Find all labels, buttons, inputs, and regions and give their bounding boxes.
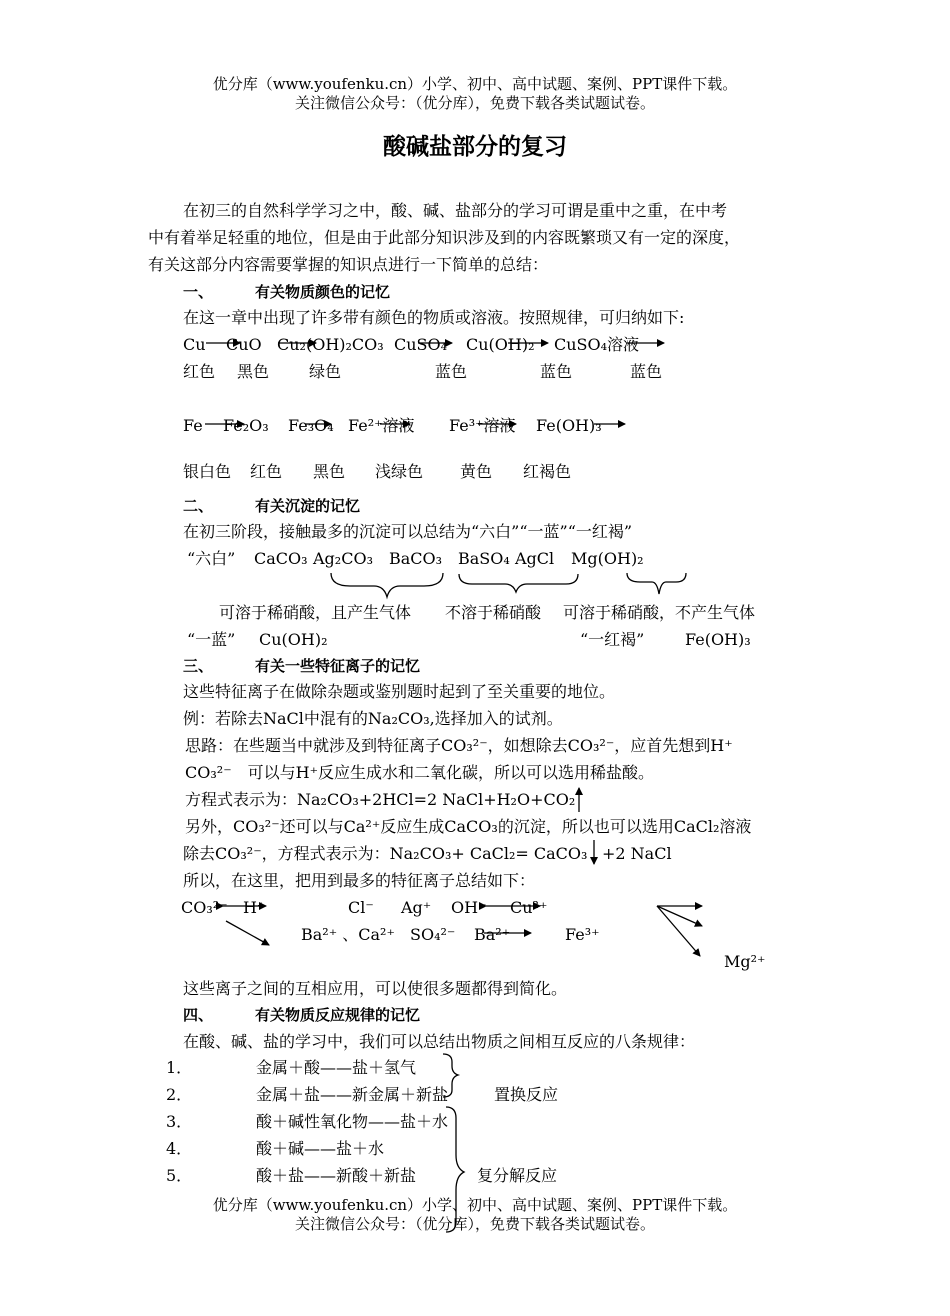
section-1-heading xyxy=(183,282,390,302)
rule-text: 酸＋盐——新酸＋新盐 xyxy=(256,1166,417,1185)
section-2-number: 二、 xyxy=(183,497,214,515)
section-3-line-2: 例：若除去NaCl中混有的Na₂CO₃,选择加入的试剂。 xyxy=(183,709,563,728)
section-3-line-9: 这些离子之间的互相应用，可以使很多题都得到简化。 xyxy=(183,979,568,998)
color-row2-item: Fe²⁺溶液 xyxy=(348,416,415,435)
section-1-title: 有关物质颜色的记忆 xyxy=(255,283,391,301)
precipitate-note-1: 可溶于稀硝酸，且产生气体 xyxy=(219,603,412,622)
color-row1-item: Cu(OH)₂ xyxy=(466,335,535,354)
intro-line-3: 有关这部分内容需要掌握的知识点进行一下简单的总结： xyxy=(148,255,549,274)
section-3-line-7: 除去CO₃²⁻，方程式表示为：Na₂CO₃+ CaCl₂= CaCO₃ xyxy=(183,844,588,863)
one-blue-value: Cu(OH)₂ xyxy=(259,630,328,649)
color-row1-label: 红色 xyxy=(183,362,216,381)
one-redbrown-value: Fe(OH)₃ xyxy=(685,630,751,649)
precipitate-item: CaCO₃ xyxy=(254,549,308,568)
section-2-desc: 在初三阶段，接触最多的沉淀可以总结为“六白”“一蓝”“一红褐” xyxy=(183,522,633,541)
footer-line-1: 优分库（www.youfenku.cn）小学、初中、高中试题、案例、PPT课件下载。 xyxy=(212,1196,738,1214)
label-displacement: 置换反应 xyxy=(494,1085,559,1104)
precipitate-item: BaSO₄ xyxy=(458,549,510,568)
section-1-desc: 在这一章中出现了许多带有颜色的物质或溶液。按照规律，可归纳如下: xyxy=(183,308,685,327)
one-redbrown-label: “一红褐” xyxy=(580,630,645,649)
color-row2-label: 浅绿色 xyxy=(375,462,424,481)
footer-line-2: 关注微信公众号：（优分库），免费下载各类试题试卷。 xyxy=(294,1215,655,1233)
color-row2-label: 黄色 xyxy=(460,462,493,481)
page-title: 酸碱盐部分的复习 xyxy=(383,134,567,160)
rule-number: 1． xyxy=(166,1058,193,1077)
arrow-icon xyxy=(657,906,702,926)
brace-icon xyxy=(627,573,686,594)
color-row1-label: 蓝色 xyxy=(435,362,468,381)
color-row2-label: 红褐色 xyxy=(523,462,572,481)
ion-item: Ag⁺ xyxy=(401,898,432,917)
intro-line-2: 中有着举足轻重的地位，但是由于此部分知识涉及到的内容既繁琐又有一定的深度， xyxy=(148,228,741,247)
section-1-number: 一、 xyxy=(183,283,214,301)
color-row2-item: Fe₂O₃ xyxy=(223,416,269,435)
ion-item: H⁺ xyxy=(243,898,266,917)
precipitate-item: Ag₂CO₃ xyxy=(313,549,373,568)
ion-item: Mg²⁺ xyxy=(724,952,766,971)
section-4-heading xyxy=(183,1005,420,1025)
ion-item: CO₃²⁻ xyxy=(181,898,228,917)
ion-item: Ba²⁺ xyxy=(474,925,511,944)
section-3-line-4: CO₃²⁻ 可以与H⁺反应生成水和二氧化碳，所以可以选用稀盐酸。 xyxy=(185,763,655,782)
one-blue-label: “一蓝” xyxy=(187,630,236,649)
precipitate-item: Mg(OH)₂ xyxy=(571,549,644,568)
precipitate-note-2: 不溶于稀硝酸 xyxy=(445,603,542,622)
ion-item: OH⁻ xyxy=(451,898,487,917)
color-row1-item: CuSO₄ xyxy=(394,335,448,354)
rule-text: 酸＋碱性氧化物——盐＋水 xyxy=(256,1112,449,1131)
color-row1-item: Cu₂(OH)₂CO₃ xyxy=(277,335,384,354)
label-double-decomposition: 复分解反应 xyxy=(477,1166,558,1185)
color-row1-label: 黑色 xyxy=(237,362,270,381)
color-row2-item: Fe(OH)₃ xyxy=(536,416,602,435)
color-row1-item: CuO xyxy=(226,335,262,354)
brace-icon xyxy=(331,573,443,597)
rule-text: 金属＋盐——新金属＋新盐 xyxy=(256,1085,449,1104)
section-3-line-5: 方程式表示为：Na₂CO₃+2HCl=2 NaCl+H₂O+CO₂ xyxy=(185,790,576,809)
arrow-icon xyxy=(226,921,269,945)
section-4-desc: 在酸、碱、盐的学习中，我们可以总结出物质之间相互反应的八条规律： xyxy=(183,1032,696,1051)
section-3-line-1: 这些特征离子在做除杂题或鉴别题时起到了至关重要的地位。 xyxy=(183,682,616,701)
intro-line-1: 在初三的自然科学学习之中，酸、碱、盐部分的学习可谓是重中之重，在中考 xyxy=(183,201,728,220)
color-row1-item: CuSO₄溶液 xyxy=(554,335,640,354)
rule-number: 5． xyxy=(166,1166,193,1185)
ion-item: Cl⁻ xyxy=(348,898,374,917)
section-3-heading xyxy=(183,656,420,676)
ion-item: Ba²⁺ 、Ca²⁺ xyxy=(301,925,395,944)
section-3-line-6: 另外，CO₃²⁻还可以与Ca²⁺反应生成CaCO₃的沉淀，所以也可以选用CaCl₂溶液 xyxy=(185,817,752,836)
color-row1-label: 绿色 xyxy=(309,362,342,381)
precipitate-note-3: 可溶于稀硝酸，不产生气体 xyxy=(563,603,756,622)
section-2-title: 有关沉淀的记忆 xyxy=(255,497,361,515)
section-3-line-7b: +2 NaCl xyxy=(602,844,672,863)
ion-item: Cu²⁺ xyxy=(510,898,548,917)
rule-number: 3． xyxy=(166,1112,193,1131)
color-row2-label: 黑色 xyxy=(313,462,346,481)
section-3-line-3: 思路：在些题当中就涉及到特征离子CO₃²⁻，如想除去CO₃²⁻，应首先想到H⁺ xyxy=(185,736,733,755)
rule-number: 2． xyxy=(166,1085,193,1104)
rule-text: 酸＋碱——盐＋水 xyxy=(256,1139,385,1158)
color-row1-label: 蓝色 xyxy=(630,362,663,381)
six-white-label: “六白” xyxy=(187,549,236,568)
arrow-icon xyxy=(657,906,700,956)
color-row2-label: 银白色 xyxy=(183,462,232,481)
section-3-number: 三、 xyxy=(183,657,214,675)
section-2-heading xyxy=(183,496,360,516)
color-row2-item: Fe xyxy=(183,416,203,435)
color-row2-item: Fe₃O₄ xyxy=(288,416,334,435)
precipitate-item: AgCl xyxy=(515,549,555,568)
color-row2-label: 红色 xyxy=(250,462,283,481)
color-row2-item: Fe³⁺溶液 xyxy=(449,416,516,435)
header-line-2: 关注微信公众号：（优分库），免费下载各类试题试卷。 xyxy=(294,94,655,112)
brace-icon xyxy=(459,574,578,592)
section-3-title: 有关一些特征离子的记忆 xyxy=(255,657,421,675)
color-row1-item: Cu xyxy=(183,335,206,354)
section-4-title: 有关物质反应规律的记忆 xyxy=(255,1006,421,1024)
header-line-1: 优分库（www.youfenku.cn）小学、初中、高中试题、案例、PPT课件下载。 xyxy=(212,75,738,93)
color-row1-label: 蓝色 xyxy=(540,362,573,381)
section-3-line-8: 所以，在这里，把用到最多的特征离子总结如下： xyxy=(183,871,536,890)
precipitate-item: BaCO₃ xyxy=(389,549,443,568)
ion-item: SO₄²⁻ xyxy=(410,925,456,944)
section-4-number: 四、 xyxy=(183,1006,214,1024)
rule-text: 金属＋酸——盐＋氢气 xyxy=(256,1058,417,1077)
rule-number: 4． xyxy=(166,1139,193,1158)
ion-item: Fe³⁺ xyxy=(565,925,600,944)
